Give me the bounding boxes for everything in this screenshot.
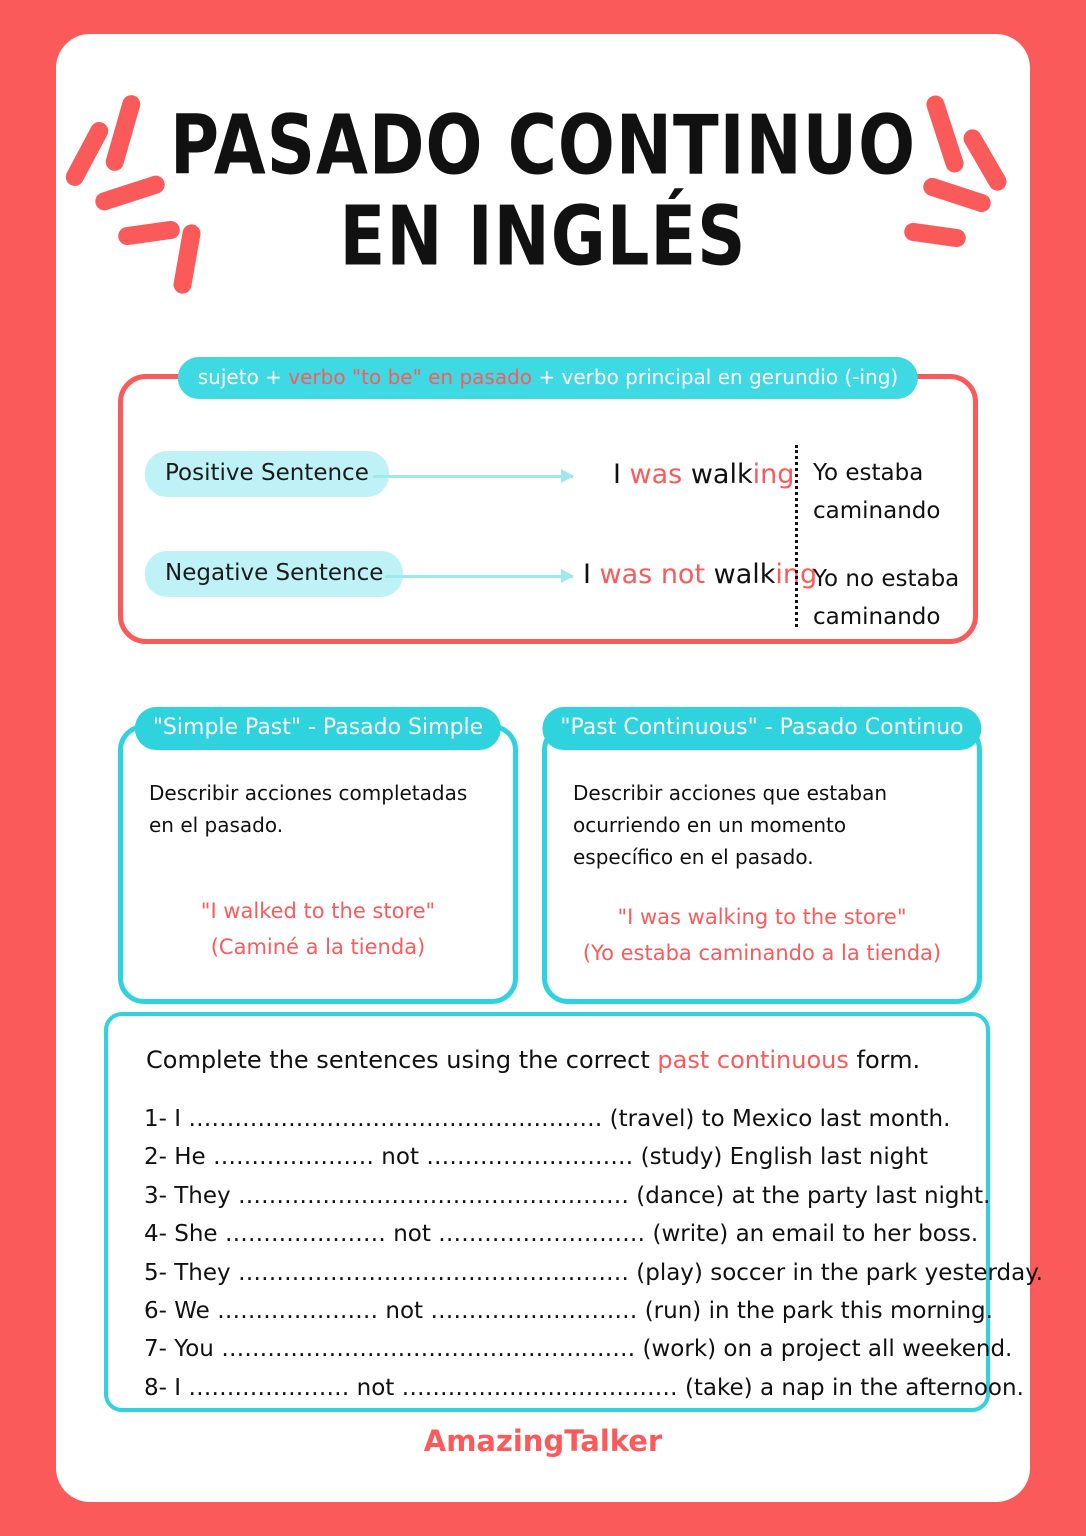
positive-sentence-label-text: Positive Sentence — [165, 460, 369, 486]
compare-card-past-continuous — [542, 715, 982, 1004]
arrow-positive — [373, 475, 573, 478]
pos-en-mid: was — [629, 459, 683, 490]
poster-page — [56, 34, 1043, 1502]
positive-sentence-es-text: Yo estaba caminando — [813, 460, 941, 524]
positive-sentence-label — [145, 451, 389, 497]
compare-card-simple-past — [118, 715, 518, 1004]
formula-part-2: verbo "to be" en pasado — [288, 365, 533, 389]
arrow-negative — [385, 575, 573, 578]
formula-divider — [795, 445, 798, 627]
compare-head-past-continuous: "Past Continuous" - Pasado Continuo — [542, 707, 981, 750]
exercise-item: 7- You ……………………………………………… (work) on a project all weekend. — [144, 1336, 1013, 1363]
exercise-item: 2- He ………………… not ……………………… (study) English last night — [144, 1144, 928, 1171]
exercise-item: 1- I ……………………………………………… (travel) to Mexico last month. — [144, 1106, 951, 1132]
brand-footer: AmazingTalker — [423, 1424, 663, 1458]
formula-pill — [178, 357, 918, 399]
exercise-list — [144, 1100, 1043, 1407]
pos-en-ing: ing — [752, 459, 795, 490]
neg-en-mid: was not — [599, 559, 706, 590]
formula-part-3: + verbo principal en gerundio (-ing) — [532, 365, 899, 389]
exercise-item: 5- They …………………………………………… (play) soccer in the park yesterday. — [144, 1259, 1043, 1286]
neg-en-ing: ing — [775, 559, 818, 590]
compare-body-simple-past: Describir acciones completadas en el pasado. — [149, 781, 468, 837]
exercise-item: 3- They …………………………………………… (dance) at the party last night. — [144, 1182, 991, 1209]
negative-sentence-es-text: Yo no estaba caminando — [813, 566, 960, 630]
page-title — [56, 97, 1030, 285]
pos-en-pre: I — [613, 459, 630, 490]
compare-example-past-continuous-es: (Yo estaba caminando a la tienda) — [582, 941, 942, 965]
exercise-instruction-highlight: past continuous — [657, 1046, 849, 1074]
compare-example-past-continuous-en: "I was walking to the store" — [617, 905, 907, 929]
positive-sentence-es — [813, 455, 963, 531]
formula-card — [118, 365, 978, 644]
negative-sentence-es — [813, 561, 983, 637]
exercise-item: 4- She ………………… not ……………………… (write) an email to her boss. — [144, 1221, 979, 1248]
exercise-item: 6- We ………………… not ……………………… (run) in the park this morning. — [144, 1298, 993, 1325]
neg-en-post: walk — [705, 559, 776, 590]
exercise-instruction — [146, 1046, 920, 1074]
neg-en-pre: I — [583, 559, 600, 590]
negative-sentence-label-text: Negative Sentence — [165, 560, 384, 586]
exercise-item: 8- I ………………… not ……………………………… (take) a nap in the afternoon. — [144, 1374, 1024, 1401]
title-line-1: PASADO CONTINUO — [169, 97, 917, 194]
exercise-instruction-post: form. — [848, 1046, 921, 1074]
exercise-instruction-pre: Complete the sentences using the correct — [146, 1046, 658, 1074]
compare-head-simple-past: "Simple Past" - Pasado Simple — [135, 707, 501, 750]
compare-body-past-continuous: Describir acciones que estaban ocurriendo en un momento específico en el pasado. — [573, 781, 888, 869]
positive-sentence-en — [613, 459, 794, 490]
title-line-2: EN INGLÉS — [339, 188, 747, 285]
negative-sentence-label — [145, 551, 403, 597]
pos-en-post: walk — [682, 459, 753, 490]
exercise-card — [104, 1012, 1043, 1412]
compare-example-simple-past-en: "I walked to the store" — [200, 899, 436, 923]
compare-example-simple-past-es: (Caminé a la tienda) — [210, 935, 426, 959]
formula-part-1: sujeto + — [197, 365, 289, 389]
negative-sentence-en — [583, 559, 817, 590]
